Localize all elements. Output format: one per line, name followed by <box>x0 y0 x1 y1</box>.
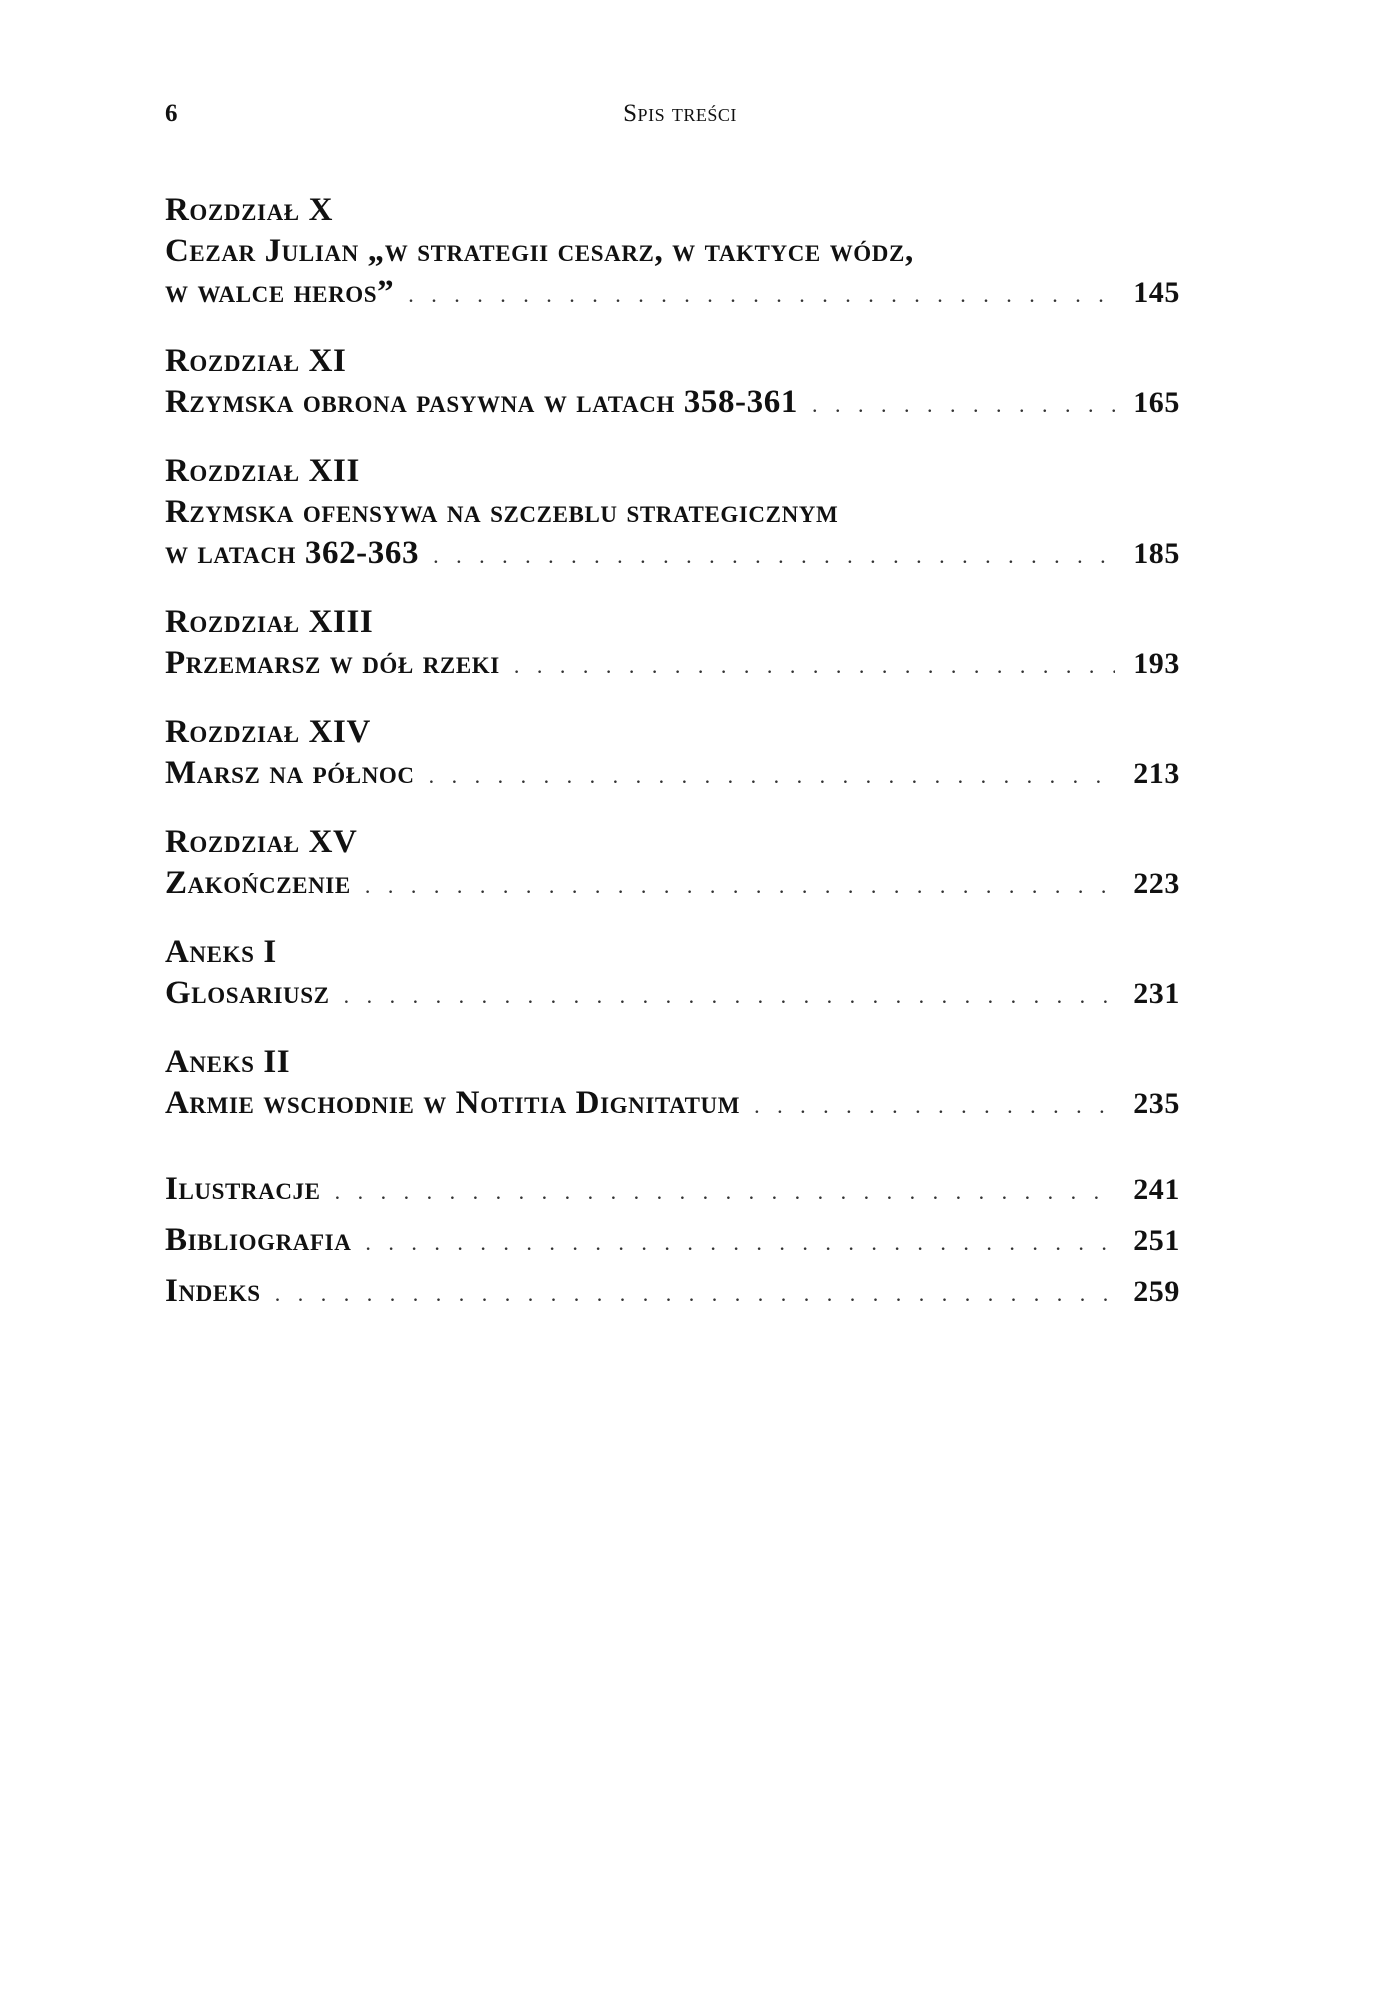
page-reference: 241 <box>1133 1173 1180 1206</box>
dot-leader <box>275 1273 1116 1314</box>
annex-label: Aneks II <box>165 1044 291 1080</box>
toc-entry[interactable] <box>165 712 1180 794</box>
annex-label: Aneks I <box>165 934 277 970</box>
dot-leader <box>365 1222 1115 1263</box>
toc-entry[interactable] <box>165 341 1180 423</box>
chapter-title: Zakończenie <box>165 865 351 901</box>
toc-entry[interactable] <box>165 1220 1180 1261</box>
chapter-title-line: Cezar Julian „w strategii cesarz, w taktyce wódz, <box>165 233 914 269</box>
page-reference: 251 <box>1133 1224 1180 1257</box>
dot-leader <box>408 274 1115 315</box>
chapter-title: Marsz na północ <box>165 755 415 791</box>
toc-entry[interactable] <box>165 451 1180 574</box>
chapter-label: Rozdział XIV <box>165 714 371 750</box>
section-title: Indeks <box>165 1273 261 1309</box>
section-title: Bibliografia <box>165 1222 352 1258</box>
page-reference: 145 <box>1133 276 1180 309</box>
chapter-label: Rozdział XIII <box>165 604 374 640</box>
toc-entry[interactable] <box>165 1169 1180 1210</box>
chapter-label: Rozdział XII <box>165 453 360 489</box>
page-reference: 235 <box>1133 1087 1180 1120</box>
toc-entry[interactable] <box>165 190 1180 313</box>
dot-leader <box>754 1085 1115 1126</box>
toc-entry[interactable] <box>165 1042 1180 1124</box>
dot-leader <box>344 975 1116 1016</box>
dot-leader <box>429 755 1116 796</box>
page-reference: 259 <box>1133 1275 1180 1308</box>
toc-entry[interactable] <box>165 602 1180 684</box>
page-reference: 231 <box>1133 977 1180 1010</box>
section-title: Ilustracje <box>165 1171 321 1207</box>
page-number: 6 <box>165 100 178 127</box>
chapter-label: Rozdział X <box>165 192 333 228</box>
chapter-title-line: Rzymska ofensywa na szczeblu strategicznym <box>165 494 839 530</box>
chapter-title: w latach 362-363 <box>165 535 420 571</box>
chapter-title: Rzymska obrona pasywna w latach 358-361 <box>165 384 798 420</box>
running-title: Spis treści <box>623 100 737 127</box>
table-of-contents <box>165 190 1180 1322</box>
toc-entry[interactable] <box>165 822 1180 904</box>
page-reference: 223 <box>1133 867 1180 900</box>
annex-title: Glosariusz <box>165 975 330 1011</box>
chapter-label: Rozdział XV <box>165 824 358 860</box>
annex-title: Armie wschodnie w Notitia Dignitatum <box>165 1085 741 1121</box>
chapter-title: Przemarsz w dół rzeki <box>165 645 500 681</box>
dot-leader <box>514 645 1115 686</box>
page-reference: 185 <box>1133 537 1180 570</box>
page-reference: 193 <box>1133 647 1180 680</box>
dot-leader <box>812 384 1115 425</box>
dot-leader <box>433 535 1115 576</box>
dot-leader <box>365 865 1115 906</box>
page-reference: 213 <box>1133 757 1180 790</box>
chapter-label: Rozdział XI <box>165 343 347 379</box>
toc-entry[interactable] <box>165 1271 1180 1312</box>
back-matter <box>165 1169 1180 1312</box>
running-head <box>0 100 1400 140</box>
chapter-title: w walce heros” <box>165 274 395 310</box>
page-reference: 165 <box>1133 386 1180 419</box>
toc-entry[interactable] <box>165 932 1180 1014</box>
dot-leader <box>335 1171 1116 1212</box>
